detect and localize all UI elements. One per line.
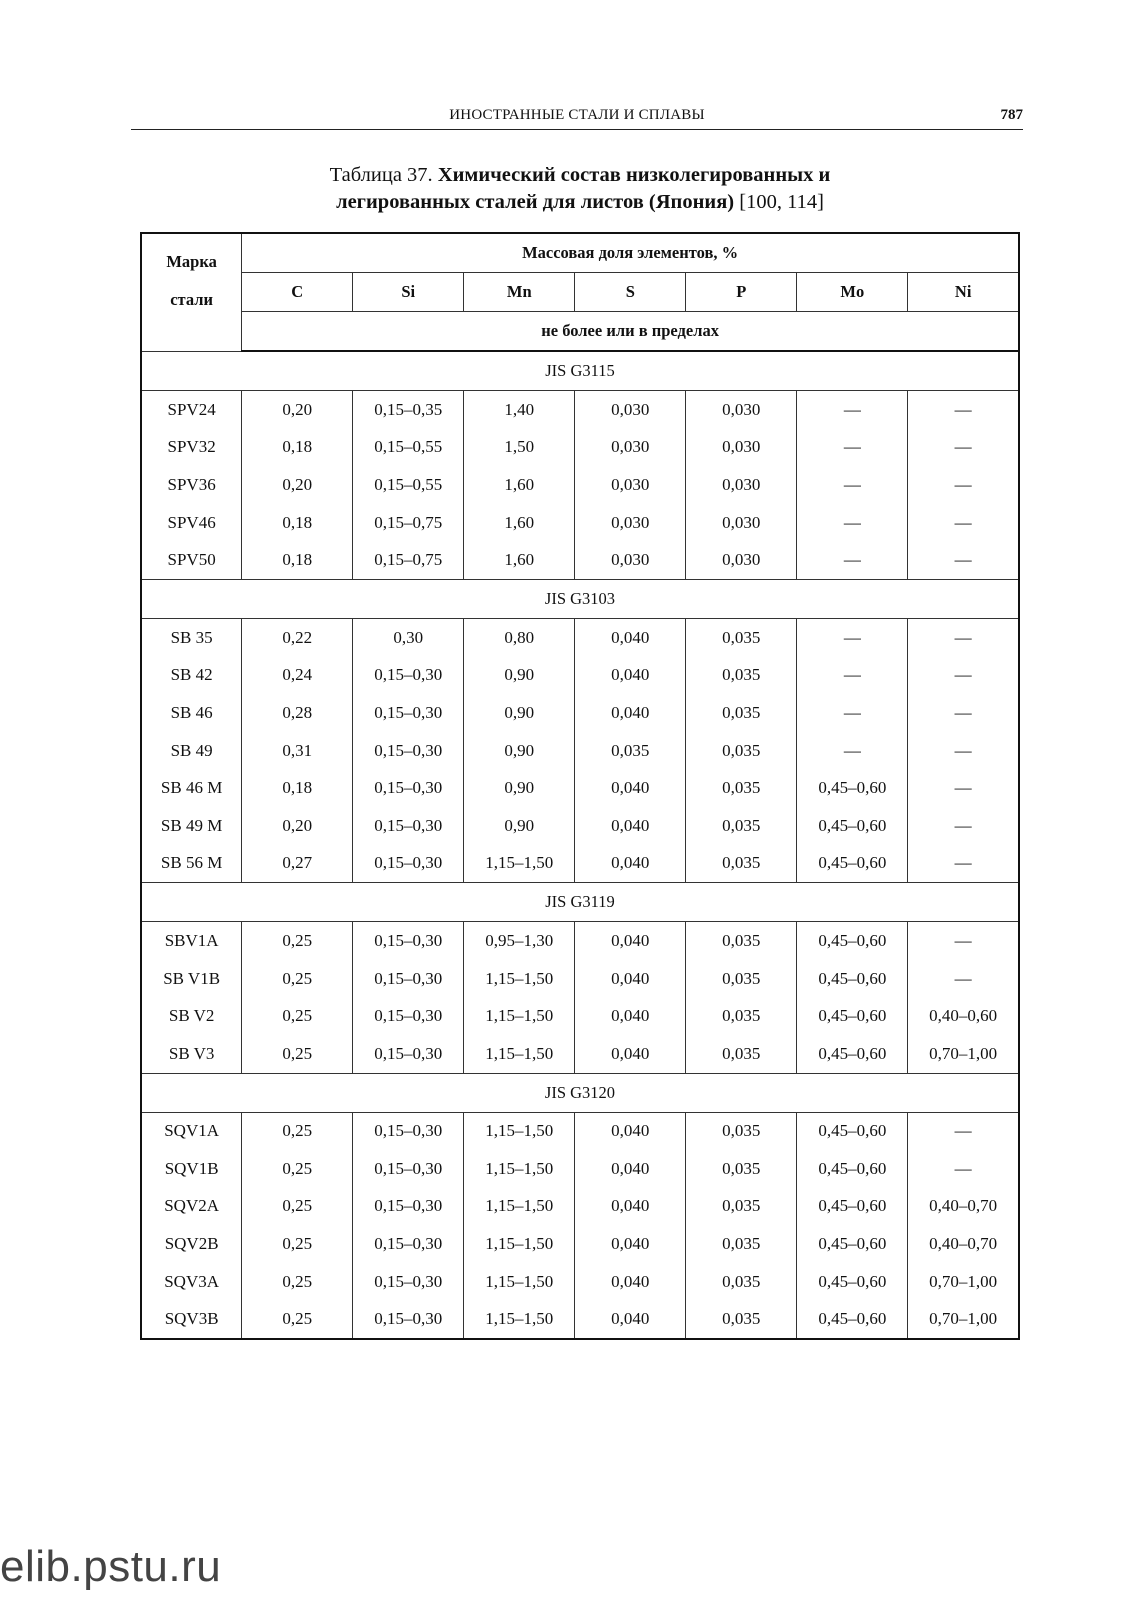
value-cell: 0,030 [686,429,797,467]
table-row [141,997,1019,1035]
value-cell: 0,035 [686,997,797,1035]
value-cell: — [908,504,1019,542]
value-cell: — [908,466,1019,504]
value-cell: 0,030 [686,541,797,579]
table-row [141,807,1019,845]
value-cell: 0,035 [686,1150,797,1188]
value-cell: 1,15–1,50 [464,1150,575,1188]
table-body [141,351,1019,1339]
value-cell: 0,45–0,60 [797,769,908,807]
brand-header [141,233,242,351]
value-cell: 0,15–0,30 [353,922,464,960]
value-cell: 0,15–0,55 [353,429,464,467]
chemical-composition-table [140,232,1020,1340]
table-row [141,657,1019,695]
steel-grade-cell: SB 49 M [141,807,242,845]
value-cell: 0,035 [686,1300,797,1339]
value-cell: 0,45–0,60 [797,1225,908,1263]
table-row [141,391,1019,429]
table-row [141,922,1019,960]
value-cell: 0,25 [242,1188,353,1226]
value-cell: 0,030 [575,504,686,542]
steel-grade-cell: SQV3B [141,1300,242,1339]
value-cell: 1,60 [464,504,575,542]
value-cell: 0,15–0,30 [353,657,464,695]
value-cell: 0,035 [686,807,797,845]
table-row [141,960,1019,998]
value-cell: 0,035 [686,845,797,883]
value-cell: 0,035 [686,657,797,695]
table-row [141,466,1019,504]
value-cell: 1,15–1,50 [464,1112,575,1150]
value-cell: 0,18 [242,769,353,807]
value-cell: 0,035 [686,1263,797,1301]
table-row [141,1150,1019,1188]
value-cell: 0,040 [575,1300,686,1339]
brand-header-line2: стали [170,290,214,309]
value-cell: 0,15–0,30 [353,1150,464,1188]
caption-title-line2: легированных сталей для листов (Япония) [336,191,735,213]
value-cell: 0,040 [575,694,686,732]
value-cell: 0,24 [242,657,353,695]
value-cell: 0,035 [686,1225,797,1263]
value-cell: 0,45–0,60 [797,1150,908,1188]
value-cell: 0,25 [242,1263,353,1301]
value-cell: 0,030 [575,429,686,467]
value-cell: — [908,541,1019,579]
value-cell: 0,90 [464,657,575,695]
value-cell: 0,035 [686,922,797,960]
value-cell: — [908,845,1019,883]
table-row [141,618,1019,656]
table-row [141,694,1019,732]
value-cell: 0,40–0,60 [908,997,1019,1035]
value-cell: — [908,922,1019,960]
value-cell: 0,25 [242,1112,353,1150]
steel-grade-cell: SPV50 [141,541,242,579]
value-cell: 1,60 [464,541,575,579]
value-cell: — [797,618,908,656]
value-cell: 0,45–0,60 [797,1112,908,1150]
value-cell: 0,25 [242,922,353,960]
value-cell: 0,31 [242,732,353,770]
value-cell: — [797,391,908,429]
table-row [141,732,1019,770]
value-cell: 1,15–1,50 [464,997,575,1035]
value-cell: 0,45–0,60 [797,807,908,845]
limit-note: не более или в пределах [242,312,1019,352]
value-cell: 0,040 [575,1112,686,1150]
column-header-c: C [242,273,353,312]
table-row [141,429,1019,467]
value-cell: — [908,429,1019,467]
value-cell: 0,040 [575,1188,686,1226]
table-row [141,845,1019,883]
page-header [131,104,1023,130]
value-cell: 1,15–1,50 [464,1188,575,1226]
mass-fraction-header: Массовая доля элементов, % [242,233,1019,273]
steel-grade-cell: SPV46 [141,504,242,542]
value-cell: 0,040 [575,960,686,998]
value-cell: 0,030 [686,391,797,429]
value-cell: 1,15–1,50 [464,960,575,998]
value-cell: 0,25 [242,1035,353,1073]
value-cell: 0,15–0,75 [353,541,464,579]
value-cell: 0,70–1,00 [908,1035,1019,1073]
value-cell: — [797,541,908,579]
value-cell: 0,035 [686,1035,797,1073]
value-cell: 0,040 [575,997,686,1035]
value-cell: — [797,504,908,542]
table-row [141,1188,1019,1226]
standard-section-row [141,1073,1019,1112]
value-cell: 0,15–0,30 [353,732,464,770]
value-cell: 0,15–0,30 [353,1112,464,1150]
value-cell: — [797,694,908,732]
value-cell: 0,90 [464,732,575,770]
value-cell: 0,15–0,30 [353,769,464,807]
value-cell: 0,70–1,00 [908,1263,1019,1301]
steel-grade-cell: SBV1A [141,922,242,960]
value-cell: 0,035 [686,732,797,770]
value-cell: — [797,466,908,504]
value-cell: 0,80 [464,618,575,656]
steel-grade-cell: SB 46 M [141,769,242,807]
value-cell: 0,45–0,60 [797,997,908,1035]
table-row [141,1300,1019,1339]
value-cell: 0,45–0,60 [797,922,908,960]
value-cell: 0,18 [242,429,353,467]
value-cell: — [908,1150,1019,1188]
value-cell: 0,20 [242,807,353,845]
value-cell: 1,60 [464,466,575,504]
column-header-s: S [575,273,686,312]
value-cell: 0,15–0,30 [353,1035,464,1073]
value-cell: 0,40–0,70 [908,1225,1019,1263]
standard-section-row [141,351,1019,391]
value-cell: 0,040 [575,922,686,960]
value-cell: 0,70–1,00 [908,1300,1019,1339]
value-cell: — [797,732,908,770]
value-cell: 0,035 [575,732,686,770]
steel-grade-cell: SPV32 [141,429,242,467]
value-cell: 0,15–0,30 [353,694,464,732]
value-cell: 0,030 [686,504,797,542]
value-cell: 0,25 [242,1150,353,1188]
column-header-ni: Ni [908,273,1019,312]
value-cell: 0,035 [686,1188,797,1226]
caption-references: [100, 114] [734,191,824,213]
value-cell: 0,15–0,35 [353,391,464,429]
steel-grade-cell: SB V3 [141,1035,242,1073]
value-cell: — [908,391,1019,429]
table-row [141,541,1019,579]
steel-grade-cell: SPV24 [141,391,242,429]
value-cell: 0,15–0,30 [353,845,464,883]
value-cell: 0,040 [575,1035,686,1073]
value-cell: 0,040 [575,657,686,695]
value-cell: 0,15–0,30 [353,807,464,845]
value-cell: 0,45–0,60 [797,845,908,883]
value-cell: — [908,807,1019,845]
value-cell: 0,030 [686,466,797,504]
value-cell: 0,040 [575,618,686,656]
value-cell: 0,28 [242,694,353,732]
value-cell: 0,25 [242,1225,353,1263]
running-title: ИНОСТРАННЫЕ СТАЛИ И СПЛАВЫ [449,107,705,123]
value-cell: 0,040 [575,1263,686,1301]
standard-section-row [141,579,1019,618]
value-cell: 0,040 [575,1225,686,1263]
standard-title: JIS G3103 [141,579,1019,618]
standard-section-row [141,883,1019,922]
steel-grade-cell: SQV2B [141,1225,242,1263]
steel-grade-cell: SQV2A [141,1188,242,1226]
value-cell: 0,22 [242,618,353,656]
value-cell: — [797,429,908,467]
steel-grade-cell: SB V1B [141,960,242,998]
caption-prefix: Таблица 37. [329,164,438,186]
value-cell: 0,45–0,60 [797,1188,908,1226]
value-cell: 0,45–0,60 [797,1300,908,1339]
value-cell: 0,035 [686,694,797,732]
value-cell: 1,15–1,50 [464,845,575,883]
table-row [141,1263,1019,1301]
steel-grade-cell: SB V2 [141,997,242,1035]
value-cell: 0,030 [575,391,686,429]
value-cell: 0,90 [464,807,575,845]
value-cell: 0,040 [575,807,686,845]
table-row [141,1225,1019,1263]
value-cell: — [908,694,1019,732]
value-cell: 0,18 [242,504,353,542]
column-header-mo: Mo [797,273,908,312]
value-cell: 0,40–0,70 [908,1188,1019,1226]
value-cell: 0,15–0,30 [353,1300,464,1339]
value-cell: 0,030 [575,466,686,504]
value-cell: 0,25 [242,1300,353,1339]
steel-grade-cell: SB 56 M [141,845,242,883]
value-cell: 0,15–0,30 [353,997,464,1035]
page-number: 787 [1000,107,1023,123]
standard-title: JIS G3120 [141,1073,1019,1112]
steel-grade-cell: SB 49 [141,732,242,770]
value-cell: 0,15–0,75 [353,504,464,542]
value-cell: 0,45–0,60 [797,1035,908,1073]
column-header-si: Si [353,273,464,312]
brand-header-line1: Марка [166,252,217,271]
value-cell: — [908,960,1019,998]
standard-title: JIS G3115 [141,351,1019,391]
value-cell: 0,20 [242,391,353,429]
value-cell: 0,90 [464,694,575,732]
value-cell: 0,040 [575,769,686,807]
steel-grade-cell: SQV1B [141,1150,242,1188]
value-cell: 1,40 [464,391,575,429]
value-cell: 0,035 [686,1112,797,1150]
column-header-mn: Mn [464,273,575,312]
table-row [141,504,1019,542]
value-cell: 1,15–1,50 [464,1225,575,1263]
value-cell: — [908,618,1019,656]
table-row [141,1035,1019,1073]
value-cell: — [908,769,1019,807]
value-cell: 0,040 [575,845,686,883]
value-cell: 0,035 [686,618,797,656]
steel-grade-cell: SQV1A [141,1112,242,1150]
steel-grade-cell: SQV3A [141,1263,242,1301]
value-cell: 0,95–1,30 [464,922,575,960]
value-cell: 0,25 [242,960,353,998]
value-cell: 1,15–1,50 [464,1300,575,1339]
standard-title: JIS G3119 [141,883,1019,922]
value-cell: 0,30 [353,618,464,656]
value-cell: 1,15–1,50 [464,1263,575,1301]
value-cell: 0,20 [242,466,353,504]
value-cell: 0,15–0,30 [353,1263,464,1301]
value-cell: 0,18 [242,541,353,579]
value-cell: 0,15–0,55 [353,466,464,504]
value-cell: 0,040 [575,1150,686,1188]
value-cell: 0,27 [242,845,353,883]
value-cell: 1,15–1,50 [464,1035,575,1073]
value-cell: — [908,732,1019,770]
value-cell: 0,15–0,30 [353,1188,464,1226]
value-cell: — [797,657,908,695]
table-row [141,1112,1019,1150]
steel-grade-cell: SB 42 [141,657,242,695]
value-cell: 0,45–0,60 [797,960,908,998]
value-cell: 0,030 [575,541,686,579]
table-row [141,769,1019,807]
value-cell: 0,25 [242,997,353,1035]
steel-grade-cell: SPV36 [141,466,242,504]
value-cell: 0,15–0,30 [353,1225,464,1263]
value-cell: 0,035 [686,769,797,807]
value-cell: — [908,657,1019,695]
value-cell: 0,15–0,30 [353,960,464,998]
value-cell: 0,035 [686,960,797,998]
steel-grade-cell: SB 35 [141,618,242,656]
value-cell: 0,45–0,60 [797,1263,908,1301]
value-cell: 1,50 [464,429,575,467]
value-cell: 0,90 [464,769,575,807]
steel-grade-cell: SB 46 [141,694,242,732]
caption-title-line1: Химический состав низколегированных и [437,164,831,186]
value-cell: — [908,1112,1019,1150]
watermark: elib.pstu.ru [0,1542,222,1591]
table-caption [140,162,1020,216]
column-header-p: P [686,273,797,312]
